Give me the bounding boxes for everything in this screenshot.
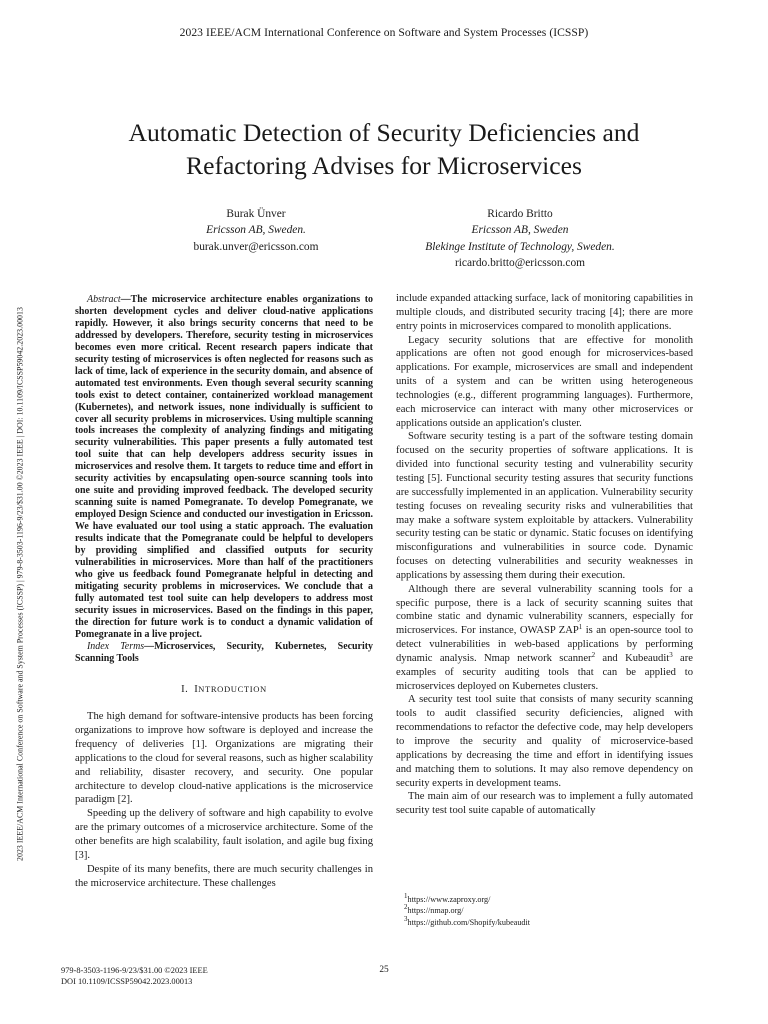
section-heading — [75, 683, 373, 697]
footnote-marker[interactable]: 1 — [578, 623, 583, 632]
title-line-2: Refactoring Advises for Microservices — [186, 151, 582, 180]
author-email[interactable]: ricardo.britto@ericsson.com — [454, 257, 586, 270]
author-block-1 — [134, 206, 378, 255]
section-title-rest: NTRODUCTION — [198, 683, 267, 694]
footnote-link[interactable]: https://nmap.org/ — [407, 906, 464, 916]
author-name: Ricardo Britto — [487, 208, 553, 220]
footnote-link[interactable]: https://www.zaproxy.org/ — [407, 895, 491, 904]
title-line-1: Automatic Detection of Security Deficiencies and — [128, 118, 640, 147]
body-paragraph: Software security testing is a part of the software testing domain focused on the security properties of software applications. It is divided into functional security testing and vulnerability security testing [5]. Functional security testing assures that security functions are successfully implemented in an application. Vulnerability security testing focuses on revealing security risks and vulnerabilities that may make a software system exploitable by attackers. Vulnerability security testing can be static or dynamic. Static focuses on identifying misconfigurations and vulnerabilities in source code. Dynamic focuses on detecting vulnerabilities and security weaknesses in applications by assessing them during their execution. — [396, 431, 693, 581]
body-paragraph: Despite of its many benefits, there are much security challenges in the microservice architecture. These challenges — [75, 863, 373, 889]
doi-line: DOI 10.1109/ICSSP59042.2023.00013 — [61, 977, 193, 986]
body-paragraph: Legacy security solutions that are effective for monolith applications are often not good enough for microservices-based applications. For example, microservices are small and independent units of a system and can be written using heterogeneous technologies (e.g., different programming languages). Furthermore, each microservice can interact with many other microservices or applications outside an application's cluster. — [396, 334, 693, 429]
copyright-footer — [61, 965, 208, 987]
footnote-number: 3 — [404, 914, 408, 923]
body-paragraph: include expanded attacking surface, lack of monitoring capabilities in multiple clouds, and distributed security tracing [4]; there are more entry points in microservices compared to monolith applications. — [396, 293, 693, 332]
abstract — [75, 294, 373, 641]
right-column — [396, 292, 693, 818]
body-paragraph: A security test tool suite that consists of many security scanning tools to audit classified security deficiencies, aligned with recommendations to refactor the defective code, may help developers to improve the security and quality of microservice-based applications by decreasing the time and effort in identifying issues and matching them to solutions. It may also remove dependency on security experts in development teams. — [396, 694, 693, 789]
author-block-2 — [382, 206, 658, 272]
text-run: are examples of security auditing tools that can be applied to microservices deployed on Kubernetes clusters. — [396, 652, 693, 692]
text-run: is an open-source tool to detect vulnerabilities in web-based applications by performing dynamic analysis. Nmap network scanner — [396, 625, 693, 664]
footnote-marker[interactable]: 2 — [591, 650, 596, 659]
text-run: Although there are several vulnerability scanning tools for a specific purpose, there is a lack of security scanning suites that combine static and dynamic vulnerability scanners, especially for microservices. For instance, OWASP ZAP — [396, 583, 693, 637]
section-number: I. — [181, 683, 189, 695]
section-title-initial: I — [194, 683, 199, 695]
body-paragraph: The high demand for software-intensive products has been forcing organizations to improve how software is deployed and increase the frequency of deliveries [1]. Organizations are migrating their applications to the cloud for several reasons, such as higher scalability and reliability, disaster recovery, and security. One popular architecture to develop cloud-native applications is the microservice paradigm [2]. — [75, 711, 374, 806]
text-run: and Kubeaudit — [595, 652, 670, 664]
abstract-label: Abstract — [87, 294, 121, 305]
conference-header: 2023 IEEE/ACM International Conference on Software and System Processes (ICSSP) — [179, 26, 589, 39]
footnote-marker[interactable]: 3 — [669, 650, 673, 659]
abstract-text: —The microservice architecture enables organizations to shorten development cycles and deliver cloud-native applications rapidly. However, it also brings security concerns that need to be addressed by developers. Therefore, security testing in microservices becomes even more critical. Recent research papers indicate that security testing of microservices is often neglected for reasons such as lack of time, lack of experience in the security domain, and absence of automated test environments. Even though several security scanning tools exist to detect container, containerized workload management (Kubernetes), and network issues, none individually is sufficient to cover all security problems in microservices. Using multiple scanning tools increases the complexity of analyzing findings and mitigating security vulnerabilities. This paper presents a fully automated test tool suite that can help developers address security issues in microservices and resolve them. It targets to reduce time and effort in security activities by encapsulating open-source scanning tools into one suite and providing improved feedback. The developed security scanning suite is named Pomegranate. To develop Pomegranate, we employed Design Science and conducted our investigation in Ericsson. We have evaluated our tool using a static approach. The evaluation results indicate that the Pomegranate could be helpful to developers by providing simplified and classified outputs for security vulnerabilities in microservices. More than half of the practitioners who give us feedback found Pomegranate helpful in detecting and mitigating security problems in microservices. We conclude that a fully automated test tool suite can help developers to address most security issues in microservices. Based on the findings in this paper, the direction for future work is to conduct a dynamic validation of Pomegranate in a live project. — [75, 294, 373, 640]
index-terms-label: Index Terms — [87, 640, 145, 652]
side-metadata-text: 2023 IEEE/ACM International Conference on Software and System Processes (ICSSP) | 979-8-3503-1196-9/23/$31.00 ©2023 IEEE | DOI: 10.1109/ICSSP59042.2023.00013 — [15, 307, 25, 861]
body-paragraph: The main aim of our research was to implement a fully automated security test tool suite capable of automatically — [396, 791, 693, 817]
body-paragraph: Speeding up the delivery of software and high capability to evolve are the primary outcomes of a microservice architecture. Some of the other benefits are high scalability, fault isolation, and agile bug fixing [3]. — [75, 808, 373, 861]
paper-title — [60, 116, 708, 182]
footnote — [404, 914, 694, 928]
isbn-line: 979-8-3503-1196-9/23/$31.00 ©2023 IEEE — [61, 966, 208, 975]
footnote-link[interactable]: https://github.com/Shopify/kubeaudit — [407, 917, 531, 927]
author-affiliation: Ericsson AB, Sweden — [471, 224, 569, 237]
footnotes — [404, 894, 694, 928]
footnote — [404, 894, 694, 905]
footnote — [404, 905, 694, 916]
author-email[interactable]: burak.unver@ericsson.com — [193, 240, 319, 253]
author-affiliation: Blekinge Institute of Technology, Sweden. — [425, 240, 615, 253]
body-paragraph — [396, 583, 693, 694]
footnote-number: 2 — [404, 903, 408, 912]
index-terms — [75, 641, 373, 665]
index-terms-text: —Microservices, Security, Kubernetes, Security Scanning Tools — [75, 640, 373, 664]
author-name: Burak Ünver — [226, 208, 286, 220]
left-column — [75, 294, 373, 890]
page-number: 25 — [379, 965, 389, 975]
footnote-number: 1 — [404, 892, 408, 900]
author-affiliation: Ericsson AB, Sweden. — [206, 224, 306, 237]
